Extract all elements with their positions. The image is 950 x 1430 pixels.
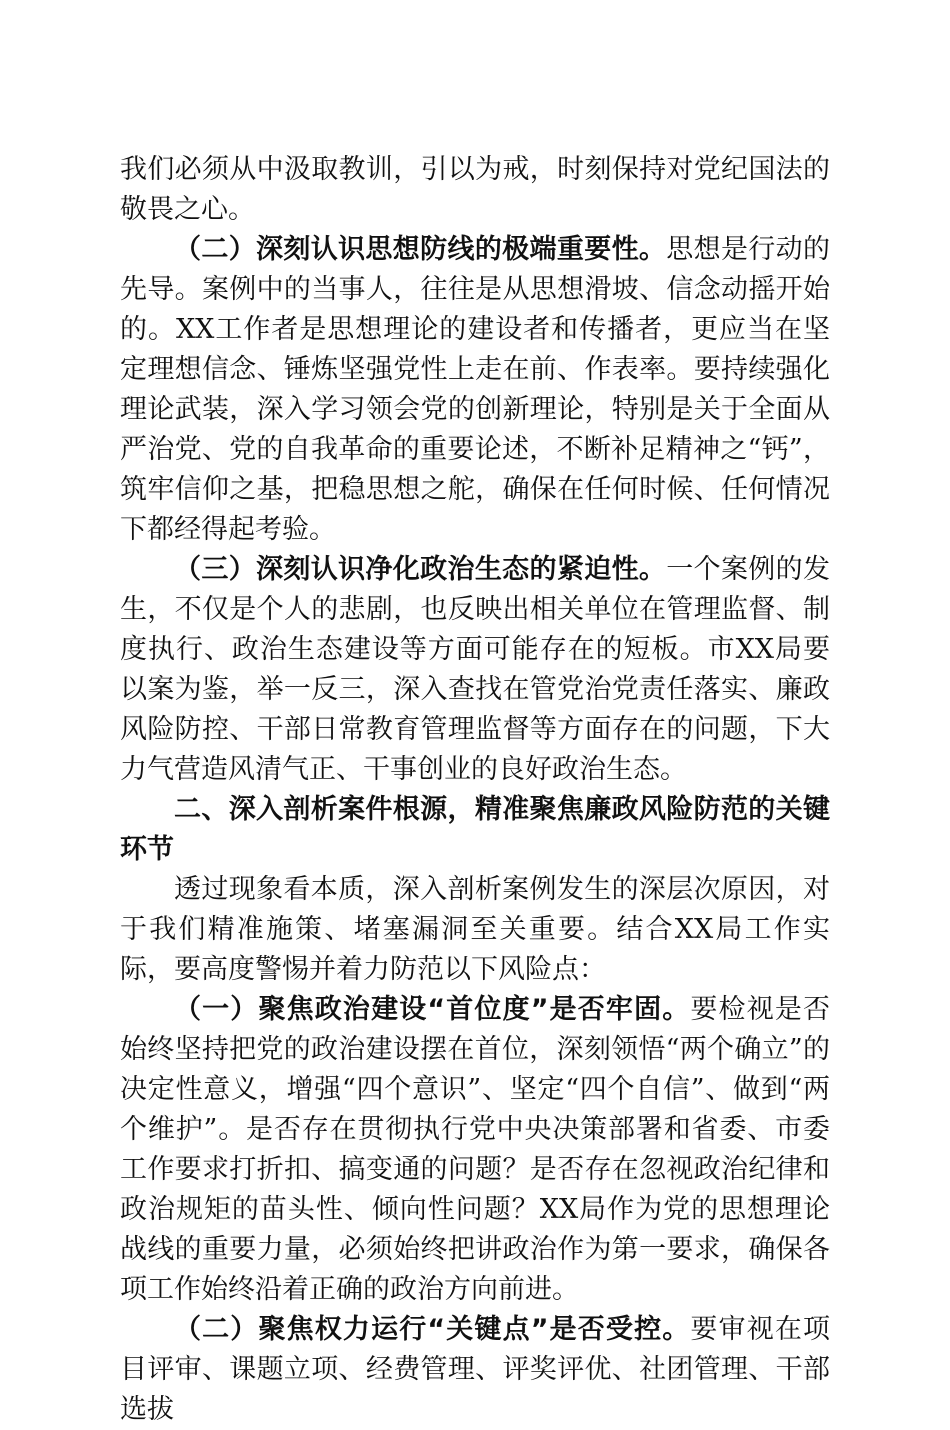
paragraph-lead: （二）深刻认识思想防线的极端重要性。 <box>174 234 667 265</box>
section-two-intro: 透过现象看本质，深入剖析案例发生的深层次原因，对于我们精准施策、堵塞漏洞至关重要。结合XX局工作实际，要高度警惕并着力防范以下风险点： <box>120 874 830 985</box>
paragraph-body: 一个案例的发生，不仅是个人的悲剧，也反映出相关单位在管理监督、制度执行、政治生态建设等方面可能存在的短板。市XX局要以案为鉴，举一反三，深入查找在管党治党责任落实、廉政风险防控、干部日常教育管理监督等方面存在的问题，下大力气营造风清气正、干事创业的良好政治生态。 <box>120 554 831 785</box>
paragraph-power-operation <box>120 1310 830 1430</box>
paragraph-opening: 我们必须从中汲取教训，引以为戒，时刻保持对党纪国法的敬畏之心。 <box>120 154 830 225</box>
paragraph-ideology-defense <box>120 230 830 550</box>
paragraph-political-building <box>120 990 830 1310</box>
section-two-heading: 二、深入剖析案件根源，精准聚焦廉政风险防范的关键环节 <box>120 794 830 865</box>
document-page <box>120 150 830 1430</box>
paragraph-lead: （一）聚焦政治建设“首位度”是否牢固。 <box>174 994 691 1025</box>
paragraph-body: 思想是行动的先导。案例中的当事人，往往是从思想滑坡、信念动摇开始的。XX工作者是思想理论的建设者和传播者，更应当在坚定理想信念、锤炼坚强党性上走在前、作表率。要持续强化理论武装，深入学习领会党的创新理论，特别是关于全面从严治党、党的自我革命的重要论述，不断补足精神之“钙”，筑牢信仰之基，把稳思想之舵，确保在任何时候、任何情况下都经得起考验。 <box>120 234 831 545</box>
paragraph-body: 要检视是否始终坚持把党的政治建设摆在首位，深刻领悟“两个确立”的决定性意义，增强“四个意识”、坚定“四个自信”、做到“两个维护”。是否存在贯彻执行党中央决策部署和省委、市委工作要求打折扣、搞变通的问题？是否存在忽视政治纪律和政治规矩的苗头性、倾向性问题？XX局作为党的思想理论战线的重要力量，必须始终把讲政治作为第一要求，确保各项工作始终沿着正确的政治方向前进。 <box>120 994 830 1305</box>
paragraph-political-ecology <box>120 550 830 790</box>
paragraph-body: 要审视在项目评审、课题立项、经费管理、评奖评优、社团管理、干部选拔 <box>120 1314 830 1425</box>
paragraph-lead: （三）深刻认识净化政治生态的紧迫性。 <box>174 554 667 585</box>
paragraph-lead: （二）聚焦权力运行“关键点”是否受控。 <box>174 1314 691 1345</box>
